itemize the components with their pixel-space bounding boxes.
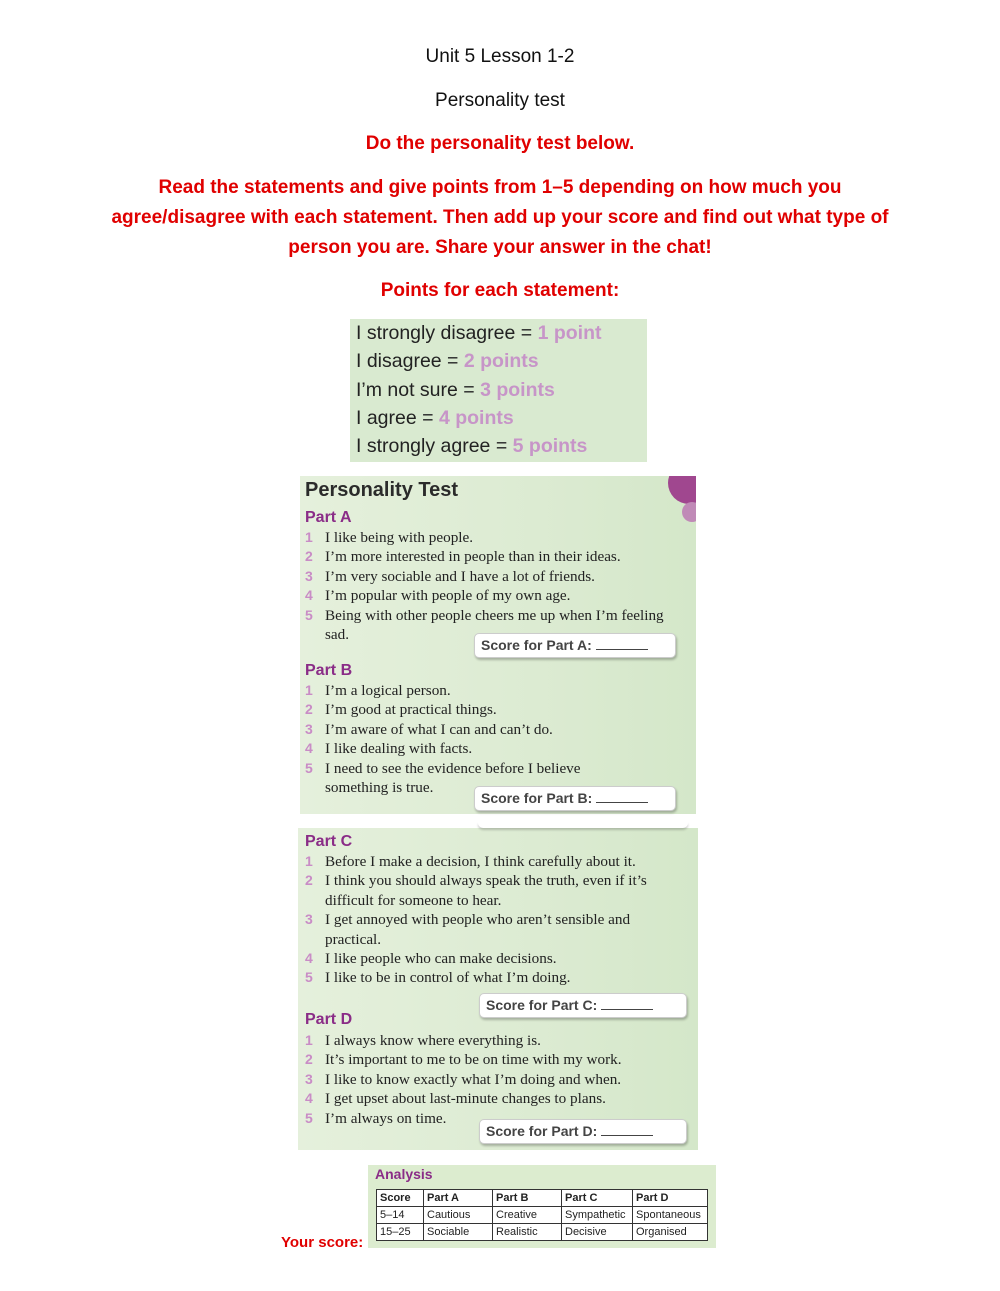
list-item: 5 I like to be in control of what I’m doing. [305, 969, 571, 987]
decorative-circles [666, 476, 696, 536]
score-box-part-b[interactable]: Score for Part B: [474, 786, 676, 811]
list-item: 5 I’m always on time. [305, 1109, 447, 1127]
personality-test-panel-ab [300, 476, 696, 814]
personality-test-panel-cd [298, 828, 698, 1150]
points-line: I disagree = 2 points [356, 350, 539, 373]
points-scale [350, 319, 647, 462]
list-item: 1 I’m a logical person. [305, 682, 451, 699]
score-box-part-d[interactable]: Score for Part D: [479, 1119, 687, 1144]
list-item: 2 I think you should always speak the truth, even if it’s difficult for someone to hear. [305, 872, 647, 909]
list-item: 5 I need to see the evidence before I believe something is true. [305, 759, 581, 797]
list-item: 2 It’s important to me to be on time with my work. [305, 1051, 622, 1069]
list-item: 3 I’m aware of what I can and can’t do. [305, 720, 553, 738]
list-item: 4 I’m popular with people of my own age. [305, 587, 571, 605]
list-item: 1 I like being with people. [305, 529, 474, 546]
unit-title: Unit 5 Lesson 1-2 [425, 46, 575, 67]
analysis-table [376, 1189, 708, 1241]
list-item: 4 I like dealing with facts. [305, 740, 473, 758]
instruction-text: Read the statements and give points from 1–5 depending on how much you agree/disagree with each statement. Then add up your score and find out what type of person you are. Share your answer in the chat! [111, 177, 889, 258]
your-score-label: Your score: [281, 1234, 364, 1251]
list-item: 4 I get upset about last-minute changes to plans. [305, 1090, 606, 1108]
part-b-items [305, 681, 675, 797]
instruction-heading: Do the personality test below. [365, 133, 635, 154]
table-row: 5–14 Cautious Creative Sympathetic Spontaneous [377, 1207, 708, 1224]
part-d-title: Part D [305, 1011, 353, 1028]
part-c-items [305, 852, 690, 988]
list-item: 3 I like to know exactly what I’m doing and when. [305, 1070, 622, 1088]
points-line: I agree = 4 points [356, 406, 514, 429]
topic-title: Personality test [435, 90, 565, 111]
list-item: 4 I like people who can make decisions. [305, 950, 557, 968]
table-row: 15–25 Sociable Realistic Decisive Organised [377, 1224, 708, 1241]
part-b-title: Part B [305, 662, 353, 679]
part-c-title: Part C [305, 833, 353, 850]
score-box-edge [478, 822, 688, 828]
part-a-title: Part A [305, 509, 352, 526]
list-item: 2 I’m more interested in people than in their ideas. [305, 548, 621, 566]
score-box-part-c[interactable]: Score for Part C: [479, 993, 687, 1018]
list-item: 3 I’m very sociable and I have a lot of friends. [305, 567, 595, 585]
analysis-title: Analysis [375, 1166, 433, 1182]
list-item: 1 I always know where everything is. [305, 1032, 541, 1049]
list-item: 1 Before I make a decision, I think carefully about it. [305, 853, 636, 870]
list-item: 2 I’m good at practical things. [305, 701, 497, 719]
part-d-items [305, 1031, 690, 1128]
points-line: I strongly disagree = 1 point [356, 322, 602, 344]
list-item: 5 Being with other people cheers me up when I’m feeling sad. [305, 606, 664, 644]
score-box-part-a[interactable]: Score for Part A: [474, 633, 676, 658]
points-line: I strongly agree = 5 points [356, 435, 588, 458]
points-heading: Points for each statement: [380, 280, 620, 301]
test-title: Personality Test [305, 479, 459, 501]
table-header-row: Score Part A Part B Part C Part D [377, 1190, 708, 1207]
points-line: I’m not sure = 3 points [356, 378, 555, 401]
part-a-items [305, 528, 675, 644]
analysis-panel [368, 1165, 716, 1248]
list-item: 3 I get annoyed with people who aren’t sensible and practical. [305, 911, 631, 948]
